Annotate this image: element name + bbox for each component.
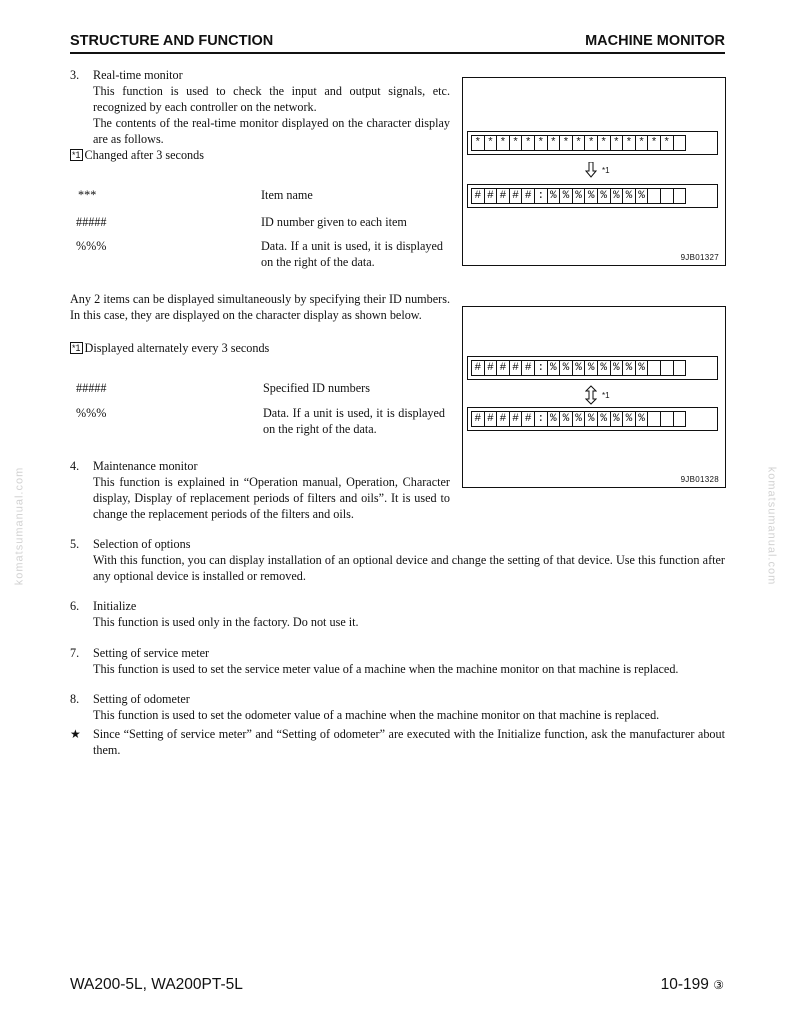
display-cell: % — [585, 361, 598, 375]
star-note-text: Since “Setting of service meter” and “Setting of odometer” are executed with the Initialize function, ask the manufacturer about them. — [93, 727, 725, 757]
section-title: Initialize — [93, 599, 137, 613]
note-mark: *1 — [602, 390, 610, 400]
legend-desc: Data. If a unit is used, it is displayed on the right of the data. — [261, 239, 443, 269]
note-text: Displayed alternately every 3 seconds — [84, 341, 270, 355]
section-number: 5. — [70, 537, 80, 551]
display-cell — [661, 189, 674, 203]
note-line — [70, 147, 204, 163]
revision-mark: ③ — [713, 978, 724, 992]
display-cell: % — [611, 189, 624, 203]
figure-code: 9JB01327 — [680, 253, 719, 262]
legend-desc: Specified ID numbers — [263, 381, 370, 395]
model-name: WA200-5L, WA200PT-5L — [70, 976, 243, 993]
legend-symbol: %%% — [76, 406, 107, 420]
display-cell: % — [623, 412, 636, 426]
section-5 — [70, 536, 725, 584]
display-cell: # — [472, 189, 485, 203]
display-cell — [674, 412, 686, 426]
chapter-header: MACHINE MONITOR — [585, 33, 725, 49]
section-number: 6. — [70, 599, 80, 613]
display-cell: : — [535, 361, 548, 375]
display-cell: # — [510, 189, 523, 203]
display-cell — [661, 412, 674, 426]
display-cell: % — [560, 412, 573, 426]
display-cell: * — [636, 136, 649, 150]
up-down-arrow-icon — [585, 385, 597, 405]
legend-symbol: %%% — [76, 239, 107, 253]
watermark-left: komatsumanual.com — [13, 466, 26, 586]
watermark-right: komatsumanual.com — [765, 466, 778, 586]
section-title: Maintenance monitor — [93, 459, 198, 473]
display-cell: % — [573, 189, 586, 203]
section-title: Setting of service meter — [93, 646, 210, 660]
display-cell: # — [522, 412, 535, 426]
display-cell: % — [598, 361, 611, 375]
figure-code: 9JB01328 — [680, 475, 719, 484]
section-7 — [70, 645, 725, 677]
section-number: 8. — [70, 692, 80, 706]
display-cell: * — [560, 136, 573, 150]
display-cell: * — [598, 136, 611, 150]
display-cell: % — [623, 189, 636, 203]
display-cell: * — [497, 136, 510, 150]
section-paragraph: This function is used only in the factory. Do not use it. — [93, 615, 359, 629]
character-display — [467, 407, 718, 431]
display-cell: % — [598, 189, 611, 203]
character-display — [467, 184, 718, 208]
display-cell: # — [472, 361, 485, 375]
display-cell: * — [623, 136, 636, 150]
display-cell: # — [522, 189, 535, 203]
display-cell — [648, 361, 661, 375]
display-cell: * — [548, 136, 561, 150]
display-cell: : — [535, 189, 548, 203]
section-title: Real-time monitor — [93, 68, 183, 82]
display-cell: # — [522, 361, 535, 375]
section-paragraph: This function is used to check the input and output signals, etc. recognized by each controller on the network. — [93, 84, 450, 114]
display-cell: % — [573, 361, 586, 375]
display-cell: % — [636, 189, 649, 203]
display-cell: % — [560, 189, 573, 203]
note-mark: *1 — [602, 165, 610, 175]
display-cell: # — [485, 412, 498, 426]
section-paragraph: With this function, you can display installation of an optional device and change the setting of that device. Use this function after any optional device is installed or removed. — [93, 553, 725, 583]
figure-real-time-monitor — [462, 77, 726, 266]
note-key-icon: *1 — [72, 150, 81, 160]
section-number: 3. — [70, 68, 80, 82]
section-number: 4. — [70, 459, 80, 473]
display-cell: # — [510, 361, 523, 375]
display-cell: * — [648, 136, 661, 150]
display-cell: % — [573, 412, 586, 426]
character-display — [467, 356, 718, 380]
display-cell: % — [548, 412, 561, 426]
display-cell: % — [585, 189, 598, 203]
section-paragraph: This function is used to set the odometer value of a machine when the machine monitor on that machine is replaced. — [93, 708, 660, 722]
section-8 — [70, 691, 725, 723]
display-cell: * — [611, 136, 624, 150]
display-cell — [648, 189, 661, 203]
display-cells — [471, 135, 686, 151]
star-note — [70, 726, 725, 758]
section-4 — [70, 458, 450, 522]
display-cell: # — [497, 361, 510, 375]
display-cell: % — [560, 361, 573, 375]
display-cell: % — [611, 361, 624, 375]
display-cell: # — [485, 189, 498, 203]
star-icon: ★ — [70, 727, 81, 741]
arrow-group — [585, 162, 610, 178]
display-cell: * — [535, 136, 548, 150]
display-cell — [674, 189, 686, 203]
section-paragraph: This function is used to set the service meter value of a machine when the machine monitor on that machine is replaced. — [93, 662, 679, 676]
note-line — [70, 340, 269, 356]
section-title: Setting of odometer — [93, 692, 190, 706]
paragraph: Any 2 items can be displayed simultaneously by specifying their ID numbers. In this case, they are displayed on the character display as shown below. — [70, 292, 450, 322]
display-cell: % — [623, 361, 636, 375]
section-paragraph: The contents of the real-time monitor displayed on the character display are as follows. — [93, 116, 450, 146]
display-cell — [674, 136, 686, 150]
section-paragraph: This function is explained in “Operation manual, Operation, Character display, Display of replacement periods of filters and oils”. It is used to change the replacement periods of the filters and oils. — [93, 475, 450, 521]
display-cell: % — [598, 412, 611, 426]
display-cell: * — [485, 136, 498, 150]
page-number-text: 10-199 — [660, 976, 709, 993]
display-cell: % — [548, 189, 561, 203]
display-cell: % — [636, 412, 649, 426]
legend-desc: Data. If a unit is used, it is displayed on the right of the data. — [263, 406, 445, 436]
section-6 — [70, 598, 725, 630]
display-cells — [471, 360, 686, 376]
section-3 — [70, 67, 450, 147]
display-cell — [661, 361, 674, 375]
display-cell: * — [585, 136, 598, 150]
character-display — [467, 131, 718, 155]
figure-alternate-display — [462, 306, 726, 488]
arrow-group — [585, 385, 610, 405]
legend-symbol: ##### — [76, 215, 107, 229]
display-cell: # — [497, 412, 510, 426]
section-title: Selection of options — [93, 537, 191, 551]
display-cell — [674, 361, 686, 375]
display-cell: % — [548, 361, 561, 375]
display-cell: * — [573, 136, 586, 150]
legend-desc: Item name — [261, 188, 313, 202]
legend-symbol: ##### — [76, 381, 107, 395]
display-cell: # — [485, 361, 498, 375]
display-cells — [471, 411, 686, 427]
display-cell: * — [472, 136, 485, 150]
display-cell: # — [472, 412, 485, 426]
note-text: Changed after 3 seconds — [84, 148, 204, 162]
display-cell: : — [535, 412, 548, 426]
display-cell: * — [510, 136, 523, 150]
display-cell: # — [510, 412, 523, 426]
display-cell: % — [636, 361, 649, 375]
legend-symbol: *** — [78, 188, 97, 202]
legend-desc: ID number given to each item — [261, 215, 407, 229]
display-cell — [648, 412, 661, 426]
down-arrow-icon — [585, 162, 597, 178]
display-cell: * — [522, 136, 535, 150]
section-header: STRUCTURE AND FUNCTION — [70, 33, 274, 49]
note-key-icon: *1 — [72, 343, 81, 353]
display-cell: * — [661, 136, 674, 150]
page-number — [661, 976, 724, 994]
section-number: 7. — [70, 646, 80, 660]
display-cell: % — [611, 412, 624, 426]
display-cell: # — [497, 189, 510, 203]
header-rule — [70, 52, 725, 54]
display-cell: % — [585, 412, 598, 426]
display-cells — [471, 188, 686, 204]
